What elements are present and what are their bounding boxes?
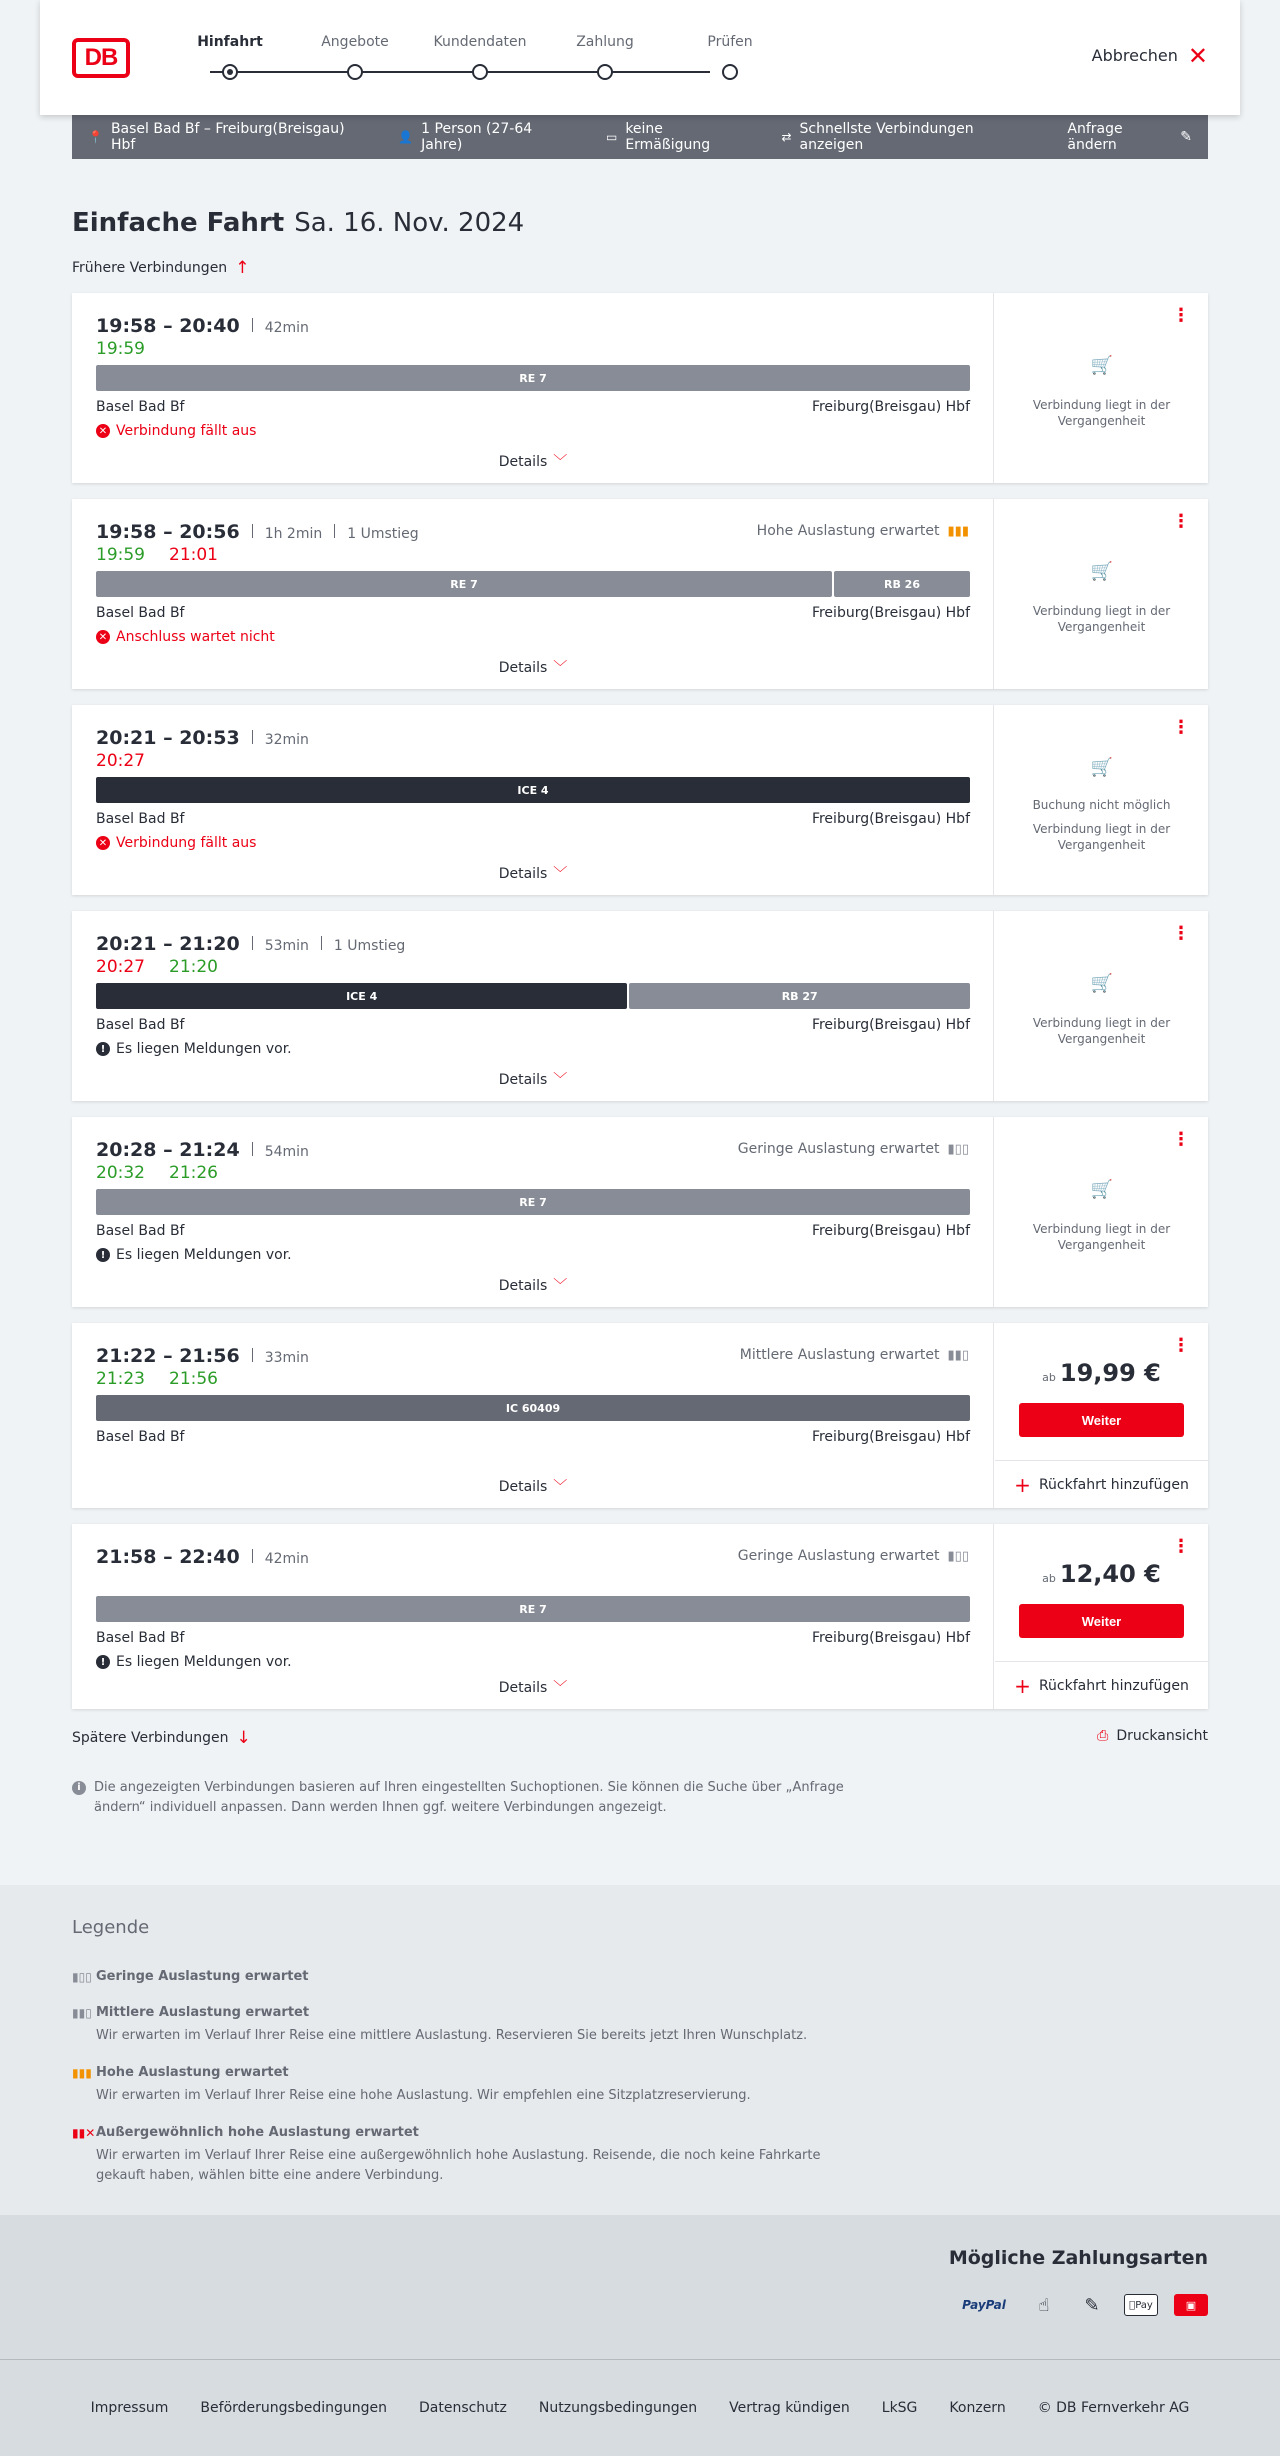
connection-details-area xyxy=(72,911,994,1101)
stations xyxy=(96,1223,970,1239)
departure-arrival: 19:58 – 20:56 xyxy=(96,521,240,543)
train-segment[interactable]: ICE 4 xyxy=(96,777,970,803)
stations xyxy=(96,811,970,827)
details-toggle[interactable] xyxy=(72,1677,994,1697)
details-toggle[interactable] xyxy=(72,1476,994,1496)
legend-section xyxy=(0,1885,1280,2215)
bahncard-icon: ▭ xyxy=(605,130,618,144)
train-segment[interactable]: IC 60409 xyxy=(96,1395,970,1421)
connection-times xyxy=(96,1345,309,1367)
duration: 33min xyxy=(264,1350,309,1366)
past-connection-note: Verbindung liegt in der Vergangenheit xyxy=(1032,822,1171,852)
invoice-icon: ✎ xyxy=(1084,2294,1100,2316)
footer-copyright: © DB Fernverkehr AG xyxy=(1037,2400,1190,2416)
departure-arrival: 20:21 – 21:20 xyxy=(96,933,240,955)
train-segments xyxy=(96,1189,970,1215)
connection-times xyxy=(96,315,309,337)
train-segment[interactable]: RE 7 xyxy=(96,1189,970,1215)
duration: 1h 2min xyxy=(264,526,323,542)
duration: 54min xyxy=(264,1144,309,1160)
details-toggle[interactable] xyxy=(72,863,994,883)
price-display xyxy=(995,1359,1208,1387)
cart-unavailable-icon: 🛒 xyxy=(1090,355,1114,376)
cart-unavailable-icon: 🛒 xyxy=(1090,973,1114,994)
occupancy-text: Hohe Auslastung erwartet xyxy=(756,523,940,539)
footer-link-impressum[interactable]: Impressum xyxy=(90,2400,169,2416)
later-label: Spätere Verbindungen xyxy=(72,1730,229,1746)
connection-times xyxy=(96,1546,309,1568)
realtime-time: 21:56 xyxy=(169,1369,218,1389)
step-angebote xyxy=(295,34,415,56)
passenger-summary[interactable] xyxy=(398,121,572,153)
realtime-times xyxy=(96,1369,218,1389)
booking-area xyxy=(995,499,1208,689)
origin-station: Basel Bad Bf xyxy=(96,1429,185,1445)
realtime-time: 20:27 xyxy=(96,751,145,771)
trip-type: Einfache Fahrt xyxy=(72,208,285,238)
details-label: Details xyxy=(498,660,548,676)
realtime-time: 21:20 xyxy=(169,957,218,977)
stations xyxy=(96,605,970,621)
realtime-time: 20:32 xyxy=(96,1163,145,1183)
departure-arrival: 19:58 – 20:40 xyxy=(96,315,240,337)
route-text: Basel Bad Bf – Freiburg(Breisgau) Hbf xyxy=(110,121,345,153)
more-options-icon[interactable]: ⋮ xyxy=(1172,1129,1190,1150)
discount-summary[interactable] xyxy=(606,121,748,153)
chevron-down-icon: ﹀ xyxy=(553,1479,568,1495)
legend-item-exceptional xyxy=(72,2125,836,2186)
occupancy-indicator[interactable] xyxy=(757,523,969,539)
price-prefix: ab xyxy=(1042,1371,1056,1384)
arrow-down-icon: ↓ xyxy=(236,1728,251,1748)
occupancy-low-icon: ▮▯▯ xyxy=(72,1969,92,1984)
departure-arrival: 21:22 – 21:56 xyxy=(96,1345,240,1367)
occupancy-hi-icon: ▮▮▮ xyxy=(947,523,969,539)
print-label: Druckansicht xyxy=(1116,1728,1208,1744)
realtime-times xyxy=(96,1163,218,1183)
stations xyxy=(96,399,970,415)
step-hinfahrt xyxy=(170,34,290,56)
legend-item-title: Geringe Auslastung erwartet xyxy=(96,1969,309,1984)
stations xyxy=(96,1017,970,1033)
connection-message xyxy=(96,423,256,439)
connection-message xyxy=(96,1041,292,1057)
person-icon: 👤 xyxy=(398,130,414,144)
details-toggle[interactable] xyxy=(72,1069,994,1089)
destination-station: Freiburg(Breisgau) Hbf xyxy=(811,399,970,415)
connection-details-area xyxy=(72,1323,994,1508)
legend-item-title: Außergewöhnlich hohe Auslastung erwartet xyxy=(96,2125,419,2140)
chevron-down-icon: ﹀ xyxy=(553,1278,568,1294)
fastest-text: Schnellste Verbindungen anzeigen xyxy=(799,121,974,153)
more-options-icon[interactable]: ⋮ xyxy=(1172,923,1190,944)
message-text: Es liegen Meldungen vor. xyxy=(116,1247,292,1263)
departure-arrival: 21:58 – 22:40 xyxy=(96,1546,240,1568)
details-toggle[interactable] xyxy=(72,657,994,677)
progress-stepper xyxy=(170,34,753,84)
occupancy-indicator[interactable] xyxy=(738,1141,969,1157)
realtime-time: 21:23 xyxy=(96,1369,145,1389)
edit-request-label: Anfrage ändern xyxy=(1067,121,1123,153)
destination-station: Freiburg(Breisgau) Hbf xyxy=(811,1429,970,1445)
legend-item-low xyxy=(72,1969,309,1984)
connection-card[interactable] xyxy=(72,705,1208,895)
connection-message xyxy=(96,629,275,645)
train-segment[interactable]: RE 7 xyxy=(96,1596,970,1622)
message-text: Es liegen Meldungen vor. xyxy=(116,1041,292,1057)
train-segments xyxy=(96,1395,970,1421)
pencil-icon: ✎ xyxy=(1180,129,1192,145)
db-logo[interactable]: DB xyxy=(72,38,130,78)
discount-text: keine Ermäßigung xyxy=(625,121,711,153)
more-options-icon[interactable]: ⋮ xyxy=(1172,305,1190,326)
connection-details-area xyxy=(72,499,994,689)
realtime-time: 20:27 xyxy=(96,957,145,977)
departure-arrival: 20:21 – 20:53 xyxy=(96,727,240,749)
plus-icon: + xyxy=(1014,1673,1031,1698)
db-card-icon: ▣ xyxy=(1174,2294,1208,2316)
swap-arrows-icon: ⇄ xyxy=(781,130,792,144)
earlier-connections-link[interactable] xyxy=(72,258,249,278)
departure-arrival: 20:28 – 21:24 xyxy=(96,1139,240,1161)
plus-icon: + xyxy=(1014,1472,1031,1497)
booking-area xyxy=(995,1524,1208,1709)
realtime-times xyxy=(96,751,145,771)
legend-item-high xyxy=(72,2065,836,2106)
step-pruefen xyxy=(670,34,790,56)
connection-card[interactable] xyxy=(72,1323,1208,1508)
separator xyxy=(252,1549,253,1563)
duration: 32min xyxy=(264,732,309,748)
earlier-label: Frühere Verbindungen xyxy=(72,260,228,276)
route-summary[interactable] xyxy=(88,121,364,153)
print-view-link[interactable] xyxy=(1097,1728,1208,1744)
origin-station: Basel Bad Bf xyxy=(96,1223,185,1239)
cancel-button[interactable] xyxy=(1091,41,1208,70)
step-zahlung xyxy=(545,34,665,56)
legend-item-mid xyxy=(72,2005,836,2046)
past-connection-note: Verbindung liegt in der Vergangenheit xyxy=(1032,1016,1171,1046)
occupancy-text: Mittlere Auslastung erwartet xyxy=(739,1347,940,1363)
chevron-down-icon: ﹀ xyxy=(553,1680,568,1696)
separator xyxy=(252,1142,253,1156)
booking-area xyxy=(995,293,1208,483)
separator xyxy=(321,936,322,950)
price-prefix: ab xyxy=(1042,1572,1056,1585)
connection-times xyxy=(96,521,419,543)
apple-pay-label: Pay xyxy=(1132,2299,1150,2311)
step-dot xyxy=(222,64,238,80)
printer-icon: ⎙ xyxy=(1097,1728,1109,1744)
separator xyxy=(252,730,253,744)
close-icon: ✕ xyxy=(1187,41,1208,70)
past-connection-note: Verbindung liegt in der Vergangenheit xyxy=(1032,1222,1171,1252)
legend-item-title: Mittlere Auslastung erwartet xyxy=(96,2005,310,2020)
step-label: Hinfahrt xyxy=(197,34,263,50)
train-segments xyxy=(96,365,970,391)
error-icon: ✕ xyxy=(96,424,110,438)
stepper-line xyxy=(210,71,710,73)
chevron-down-icon: ﹀ xyxy=(553,866,568,882)
add-return-label: Rückfahrt hinzufügen xyxy=(1038,1476,1189,1493)
connection-card[interactable] xyxy=(72,293,1208,483)
past-connection-note: Verbindung liegt in der Vergangenheit xyxy=(1032,604,1171,634)
transfers: 1 Umstieg xyxy=(333,938,406,954)
occupancy-text: Geringe Auslastung erwartet xyxy=(737,1548,940,1564)
origin-station: Basel Bad Bf xyxy=(96,1017,185,1033)
realtime-times xyxy=(96,957,218,977)
step-label: Prüfen xyxy=(707,34,753,50)
stations xyxy=(96,1630,970,1646)
error-icon: ✕ xyxy=(96,836,110,850)
connection-details-area xyxy=(72,1117,994,1307)
connection-message xyxy=(96,1247,292,1263)
more-options-icon[interactable]: ⋮ xyxy=(1172,1536,1190,1557)
separator xyxy=(252,524,253,538)
message-text: Anschluss wartet nicht xyxy=(116,629,275,645)
message-text: Verbindung fällt aus xyxy=(116,835,257,851)
connection-times xyxy=(96,1139,309,1161)
later-connections-link[interactable] xyxy=(72,1728,251,1748)
past-connection-note: Verbindung liegt in der Vergangenheit xyxy=(1032,398,1171,428)
origin-station: Basel Bad Bf xyxy=(96,1630,185,1646)
trip-date: Sa. 16. Nov. 2024 xyxy=(294,208,525,238)
apple-pay-icon xyxy=(1124,2294,1158,2316)
message-text: Es liegen Meldungen vor. xyxy=(116,1654,292,1670)
step-dot xyxy=(722,64,738,80)
footer-link-lksg[interactable]: LkSG xyxy=(881,2400,918,2416)
destination-station: Freiburg(Breisgau) Hbf xyxy=(811,1630,970,1646)
booking-area xyxy=(995,705,1208,895)
footer-link-datenschutz[interactable]: Datenschutz xyxy=(418,2400,507,2416)
train-segments xyxy=(96,1596,970,1622)
details-label: Details xyxy=(498,1479,548,1495)
alert-icon: ! xyxy=(96,1655,110,1669)
connection-times xyxy=(96,933,405,955)
more-options-icon[interactable]: ⋮ xyxy=(1172,717,1190,738)
search-info-note xyxy=(72,1778,852,1818)
footer-links xyxy=(0,2400,1280,2416)
footer-link-befoerderungsbedingungen[interactable]: Beförderungsbedingungen xyxy=(200,2400,387,2416)
message-text: Verbindung fällt aus xyxy=(116,423,257,439)
realtime-time: 21:01 xyxy=(169,545,218,565)
train-segment[interactable]: RE 7 xyxy=(96,365,970,391)
connection-card[interactable] xyxy=(72,499,1208,689)
continue-button[interactable]: Weiter xyxy=(1019,1604,1184,1638)
stations xyxy=(96,1429,970,1445)
location-pin-icon: 📍 xyxy=(88,130,103,144)
connection-times xyxy=(96,727,309,749)
separator xyxy=(252,936,253,950)
connection-card[interactable] xyxy=(72,1524,1208,1709)
legend-item-title: Hohe Auslastung erwartet xyxy=(96,2065,289,2080)
payment-icons xyxy=(956,2293,1208,2317)
booking-area xyxy=(995,1323,1208,1508)
duration: 53min xyxy=(264,938,309,954)
info-text: Die angezeigten Verbindungen basieren auf Ihren eingestellten Suchoptionen. Sie können die Suche über „Anfrage ändern“ individuell anpassen. Dann werden Ihnen ggf. weitere Verbindungen angezeigt. xyxy=(94,1780,844,1815)
chevron-down-icon: ﹀ xyxy=(553,1072,568,1088)
page-title xyxy=(72,208,524,238)
alert-icon: ! xyxy=(96,1042,110,1056)
price-display xyxy=(995,1560,1208,1588)
step-label: Kundendaten xyxy=(433,34,527,50)
train-segment[interactable]: ICE 4 xyxy=(96,983,627,1009)
duration: 42min xyxy=(264,320,309,336)
separator xyxy=(334,524,335,538)
occupancy-text: Geringe Auslastung erwartet xyxy=(737,1141,940,1157)
footer xyxy=(0,2359,1280,2456)
error-icon: ✕ xyxy=(96,630,110,644)
more-options-icon[interactable]: ⋮ xyxy=(1172,1335,1190,1356)
paypal-icon: PayPal xyxy=(962,2298,1006,2312)
continue-button[interactable]: Weiter xyxy=(1019,1403,1184,1437)
step-dot xyxy=(597,64,613,80)
destination-station: Freiburg(Breisgau) Hbf xyxy=(811,605,970,621)
legend-item-desc: Wir erwarten im Verlauf Ihrer Reise eine außergewöhnlich hohe Auslastung. Reisende, die noch keine Fahrkarte gekauft haben, wählen bitte eine andere Verbindung. xyxy=(96,2148,821,2183)
fastest-summary[interactable] xyxy=(781,121,1033,153)
cancel-label: Abbrechen xyxy=(1091,46,1178,65)
footer-link-konzern[interactable]: Konzern xyxy=(949,2400,1006,2416)
payment-title: Mögliche Zahlungsarten xyxy=(948,2247,1208,2269)
arrow-up-icon: ↑ xyxy=(235,258,250,278)
occupancy-high-icon: ▮▮▮ xyxy=(72,2065,92,2080)
train-segment[interactable]: RE 7 xyxy=(96,571,832,597)
chevron-down-icon: ﹀ xyxy=(553,660,568,676)
hand-card-icon: ☝ xyxy=(1038,2294,1050,2316)
chevron-down-icon: ﹀ xyxy=(553,454,568,470)
occupancy-mid-icon: ▮▮▯ xyxy=(947,1347,969,1363)
booking-area xyxy=(995,1117,1208,1307)
booking-area xyxy=(995,911,1208,1101)
footer-link-nutzungsbedingungen[interactable]: Nutzungsbedingungen xyxy=(538,2400,698,2416)
destination-station: Freiburg(Breisgau) Hbf xyxy=(811,1017,970,1033)
occupancy-low-icon: ▮▯▯ xyxy=(947,1141,969,1157)
origin-station: Basel Bad Bf xyxy=(96,399,185,415)
cart-unavailable-icon: 🛒 xyxy=(1090,757,1114,778)
details-label: Details xyxy=(498,1072,548,1088)
price-value: 19,99 € xyxy=(1059,1359,1161,1387)
legend-item-desc: Wir erwarten im Verlauf Ihrer Reise eine hohe Auslastung. Wir empfehlen eine Sitzplatzreservierung. xyxy=(96,2088,751,2103)
cart-unavailable-icon: 🛒 xyxy=(1090,1179,1114,1200)
search-summary-bar xyxy=(72,115,1208,159)
add-return-trip-button[interactable] xyxy=(995,1460,1208,1508)
train-segment[interactable]: RB 26 xyxy=(834,571,970,597)
payment-methods-section xyxy=(0,2215,1280,2359)
occupancy-low-icon: ▮▯▯ xyxy=(947,1548,969,1564)
occupancy-mid-icon: ▮▮▯ xyxy=(72,2005,92,2020)
connection-details-area xyxy=(72,1524,994,1709)
edit-request-button[interactable] xyxy=(1067,121,1192,153)
connection-card[interactable] xyxy=(72,1117,1208,1307)
transfers: 1 Umstieg xyxy=(347,526,419,542)
alert-icon: ! xyxy=(96,1248,110,1262)
details-label: Details xyxy=(498,454,548,470)
add-return-trip-button[interactable] xyxy=(995,1661,1208,1709)
step-dot xyxy=(472,64,488,80)
step-label: Angebote xyxy=(321,34,389,50)
realtime-time: 19:59 xyxy=(96,339,145,359)
details-toggle[interactable] xyxy=(72,1275,994,1295)
details-label: Details xyxy=(498,866,548,882)
duration: 42min xyxy=(264,1551,309,1567)
details-label: Details xyxy=(498,1680,548,1696)
connection-details-area xyxy=(72,705,994,895)
occupancy-indicator[interactable] xyxy=(738,1548,969,1564)
train-segments xyxy=(96,983,970,1009)
train-segment[interactable]: RB 27 xyxy=(629,983,970,1009)
separator xyxy=(252,1348,253,1362)
connection-message xyxy=(96,835,256,851)
passenger-text: 1 Person (27-64 Jahre) xyxy=(421,121,533,153)
realtime-time: 19:59 xyxy=(96,545,145,565)
step-label: Zahlung xyxy=(576,34,634,50)
details-label: Details xyxy=(498,1278,548,1294)
separator xyxy=(252,318,253,332)
connection-details-area xyxy=(72,293,994,483)
more-options-icon[interactable]: ⋮ xyxy=(1172,511,1190,532)
step-dot xyxy=(347,64,363,80)
add-return-label: Rückfahrt hinzufügen xyxy=(1038,1677,1189,1694)
occupancy-indicator[interactable] xyxy=(740,1347,969,1363)
train-segments xyxy=(96,571,970,597)
realtime-time: 21:26 xyxy=(169,1163,218,1183)
origin-station: Basel Bad Bf xyxy=(96,811,185,827)
legend-item-desc: Wir erwarten im Verlauf Ihrer Reise eine mittlere Auslastung. Reservieren Sie bereits jetzt Ihren Wunschplatz. xyxy=(96,2028,808,2043)
price-value: 12,40 € xyxy=(1059,1560,1161,1588)
legend-title: Legende xyxy=(72,1917,150,1938)
realtime-times xyxy=(96,339,145,359)
train-segments xyxy=(96,777,970,803)
info-icon: i xyxy=(72,1781,86,1795)
booking-status: Buchung nicht möglich xyxy=(1032,798,1171,812)
details-toggle[interactable] xyxy=(72,451,994,471)
realtime-times xyxy=(96,545,218,565)
header xyxy=(40,0,1240,115)
destination-station: Freiburg(Breisgau) Hbf xyxy=(811,811,970,827)
connection-message xyxy=(96,1654,292,1670)
origin-station: Basel Bad Bf xyxy=(96,605,185,621)
cart-unavailable-icon: 🛒 xyxy=(1090,561,1114,582)
occupancy-exceptional-icon: ▮▮✕ xyxy=(72,2125,96,2140)
footer-link-vertrag-kuendigen[interactable]: Vertrag kündigen xyxy=(729,2400,850,2416)
step-kundendaten xyxy=(420,34,540,56)
destination-station: Freiburg(Breisgau) Hbf xyxy=(811,1223,970,1239)
connection-card[interactable] xyxy=(72,911,1208,1101)
